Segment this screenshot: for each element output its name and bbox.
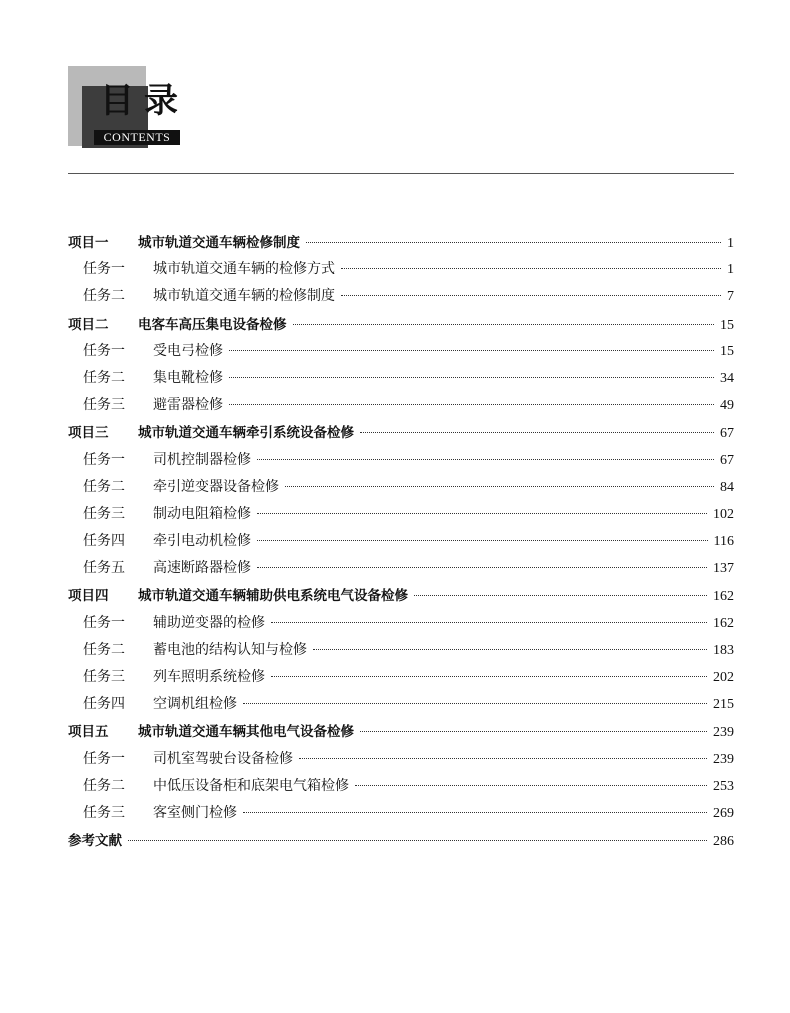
- toc-section-entry[interactable]: [68, 285, 734, 312]
- toc-entry-number: 任务一: [83, 451, 125, 468]
- header-divider: [68, 173, 734, 174]
- toc-entry-label: [83, 557, 251, 577]
- toc-entry-title: 城市轨道交通车辆辅助供电系统电气设备检修: [138, 588, 408, 605]
- toc-entry-label: [68, 720, 354, 740]
- toc-section-entry[interactable]: [68, 367, 734, 394]
- toc-chapter-entry[interactable]: [68, 720, 734, 747]
- toc-page-number: 286: [713, 834, 734, 850]
- toc-entry-number: 任务三: [83, 397, 125, 414]
- toc-entry-title: 蓄电池的结构认知与检修: [153, 641, 307, 658]
- toc-entry-title: 集电靴检修: [153, 369, 223, 386]
- toc-entry-title: 城市轨道交通车辆检修制度: [138, 235, 300, 251]
- toc-page-number: 239: [713, 725, 734, 741]
- toc-entry-label: [83, 802, 237, 822]
- toc-page-number: 253: [713, 778, 734, 794]
- toc-entry-number: 任务一: [83, 750, 125, 767]
- toc-section-entry[interactable]: [68, 258, 734, 285]
- toc-entry-number: 任务二: [83, 777, 125, 794]
- toc-section-entry[interactable]: [68, 340, 734, 367]
- toc-dot-leader: [299, 758, 707, 759]
- toc-entry-label: [83, 258, 335, 278]
- toc-entry-title: 参考文献: [68, 833, 122, 850]
- toc-page-number: 162: [713, 589, 734, 605]
- toc-entry-title: 城市轨道交通车辆其他电气设备检修: [138, 724, 354, 741]
- toc-entry-number: 任务五: [83, 560, 125, 577]
- toc-entry-number: 任务一: [83, 614, 125, 631]
- toc-page-number: 162: [713, 615, 734, 631]
- toc-entry-title: 司机控制器检修: [153, 451, 251, 468]
- toc-dot-leader: [271, 622, 707, 623]
- toc-entry-label: [83, 748, 293, 768]
- toc-chapter-entry[interactable]: [68, 231, 734, 258]
- toc-dot-leader: [257, 567, 707, 568]
- toc-entry-label: [68, 421, 354, 441]
- toc-entry-label: [83, 449, 251, 469]
- toc-dot-leader: [313, 649, 707, 650]
- toc-entry-title: 列车照明系统检修: [153, 669, 265, 685]
- toc-entry-title: 城市轨道交通车辆的检修方式: [153, 261, 335, 278]
- page-subtitle: CONTENTS: [94, 130, 180, 145]
- toc-dot-leader: [355, 785, 707, 786]
- toc-page-number: 239: [713, 751, 734, 767]
- toc-page-number: 67: [720, 426, 734, 442]
- toc-section-entry[interactable]: [68, 530, 734, 557]
- toc-entry-label: [68, 231, 300, 251]
- toc-page-number: 116: [713, 534, 734, 550]
- toc-entry-label: [68, 313, 287, 333]
- toc-chapter-entry[interactable]: [68, 421, 734, 448]
- toc-page-number: 1: [727, 236, 734, 251]
- toc-dot-leader: [341, 268, 721, 269]
- toc-dot-leader: [257, 459, 714, 460]
- toc-entry-label: [68, 584, 408, 604]
- toc-entry-number: 任务三: [83, 505, 125, 522]
- toc-dot-leader: [360, 731, 707, 732]
- toc-entry-label: [83, 340, 223, 360]
- toc-entry-label: [83, 530, 251, 550]
- toc-page-number: 7: [727, 289, 734, 305]
- toc-section-entry[interactable]: [68, 748, 734, 775]
- toc-chapter-entry[interactable]: [68, 584, 734, 611]
- toc-entry-number: 任务一: [83, 342, 125, 359]
- toc-page-number: 49: [720, 398, 734, 414]
- toc-entry-title: 电客车高压集电设备检修: [138, 316, 287, 333]
- toc-section-entry[interactable]: [68, 775, 734, 802]
- toc-entry-label: [83, 367, 223, 387]
- toc-dot-leader: [243, 812, 707, 813]
- toc-dot-leader: [293, 324, 715, 325]
- toc-entry-title: 牵引逆变器设备检修: [153, 478, 279, 495]
- toc-page-number: 269: [713, 805, 734, 821]
- toc-entry-label: [68, 829, 122, 849]
- toc-section-entry[interactable]: [68, 639, 734, 666]
- toc-entry-title: 制动电阻箱检修: [153, 505, 251, 522]
- page-title: 目录: [100, 81, 188, 121]
- toc-entry-number: 任务三: [83, 804, 125, 821]
- toc-entry-number: 项目三: [68, 425, 109, 442]
- toc-page-number: 102: [713, 506, 734, 522]
- toc-page-number: 67: [720, 452, 734, 468]
- toc-entry-number: 任务二: [83, 641, 125, 658]
- toc-dot-leader: [243, 703, 707, 704]
- toc-dot-leader: [257, 540, 708, 541]
- toc-section-entry[interactable]: [68, 802, 734, 829]
- toc-entry-label: [83, 503, 251, 523]
- toc-entry-title: 辅助逆变器的检修: [153, 614, 265, 631]
- toc-section-entry[interactable]: [68, 612, 734, 639]
- toc-dot-leader: [414, 595, 707, 596]
- toc-page-number: 183: [713, 642, 734, 658]
- toc-entry-number: 任务四: [83, 533, 125, 550]
- toc-entry-title: 空调机组检修: [153, 696, 237, 713]
- toc-entry-title: 牵引电动机检修: [153, 533, 251, 550]
- toc-entry-number: 任务一: [83, 261, 125, 278]
- toc-entry-number: 项目一: [68, 235, 109, 251]
- toc-dot-leader: [229, 404, 714, 405]
- toc-page-number: 34: [720, 370, 734, 386]
- toc-dot-leader: [229, 350, 714, 351]
- toc-entry-label: [83, 666, 265, 686]
- toc-entry-number: 任务二: [83, 288, 125, 305]
- toc-entry-label: [83, 639, 307, 659]
- toc-entry-title: 城市轨道交通车辆的检修制度: [153, 288, 335, 305]
- toc-entry-number: 任务二: [83, 369, 125, 386]
- toc-references-entry[interactable]: [68, 829, 734, 856]
- toc-entry-label: [83, 476, 279, 496]
- toc-entry-number: 任务二: [83, 478, 125, 495]
- toc-dot-leader: [306, 242, 721, 243]
- toc-entry-label: [83, 285, 335, 305]
- toc-section-entry[interactable]: [68, 394, 734, 421]
- toc-entry-number: 项目五: [68, 724, 109, 741]
- toc-dot-leader: [341, 295, 721, 296]
- toc-dot-leader: [257, 513, 707, 514]
- toc-page-number: 137: [713, 561, 734, 577]
- toc-page-number: 215: [713, 697, 734, 713]
- toc-page-number: 84: [720, 479, 734, 495]
- toc-entry-title: 受电弓检修: [153, 342, 223, 359]
- toc-entry-title: 司机室驾驶台设备检修: [153, 750, 293, 767]
- toc-dot-leader: [271, 676, 707, 677]
- toc-entry-label: [83, 612, 265, 632]
- toc-section-entry[interactable]: [68, 503, 734, 530]
- toc-section-entry[interactable]: [68, 476, 734, 503]
- toc-chapter-entry[interactable]: [68, 313, 734, 340]
- toc-section-entry[interactable]: [68, 557, 734, 584]
- toc-dot-leader: [229, 377, 714, 378]
- toc-entry-title: 城市轨道交通车辆牵引系统设备检修: [138, 425, 354, 442]
- table-of-contents: [68, 231, 734, 856]
- toc-dot-leader: [128, 840, 707, 841]
- toc-entry-number: 项目二: [68, 316, 109, 333]
- toc-entry-number: 项目四: [68, 588, 109, 605]
- toc-entry-label: [83, 394, 223, 414]
- toc-entry-title: 中低压设备柜和底架电气箱检修: [153, 777, 349, 794]
- toc-entry-title: 高速断路器检修: [153, 560, 251, 577]
- toc-page-number: 202: [713, 670, 734, 685]
- toc-page-number: 1: [727, 262, 734, 278]
- toc-entry-label: [83, 693, 237, 713]
- toc-page-number: 15: [720, 317, 734, 333]
- toc-entry-title: 避雷器检修: [153, 397, 223, 414]
- toc-section-entry[interactable]: [68, 449, 734, 476]
- toc-entry-number: 任务四: [83, 696, 125, 713]
- toc-entry-label: [83, 775, 349, 795]
- toc-section-entry[interactable]: [68, 666, 734, 693]
- toc-page-number: 15: [720, 343, 734, 359]
- toc-entry-title: 客室侧门检修: [153, 804, 237, 821]
- toc-section-entry[interactable]: [68, 693, 734, 720]
- toc-dot-leader: [285, 486, 714, 487]
- toc-entry-number: 任务三: [83, 669, 125, 685]
- toc-dot-leader: [360, 432, 714, 433]
